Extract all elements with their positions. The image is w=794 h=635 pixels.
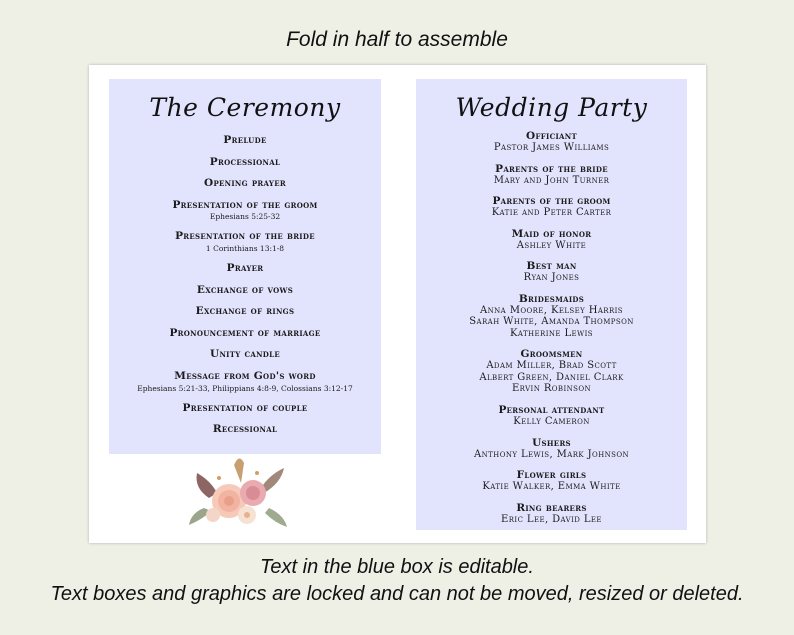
party-role-title: Flower girls	[516, 469, 587, 482]
party-role[interactable]	[416, 130, 687, 154]
party-member-names: Katie Walker, Emma White	[482, 481, 621, 493]
party-member-names: Katherine Lewis	[510, 327, 593, 339]
ceremony-item[interactable]	[109, 348, 381, 361]
ceremony-item[interactable]	[109, 134, 381, 147]
ceremony-item-label: Presentation of the groom	[172, 198, 318, 211]
party-member-names: Kelly Cameron	[513, 416, 590, 427]
ceremony-item-label: Opening prayer	[204, 177, 286, 190]
ceremony-item[interactable]	[109, 327, 381, 340]
party-role[interactable]	[416, 502, 687, 526]
party-role-title: Ring bearers	[516, 501, 587, 514]
ceremony-item[interactable]	[109, 370, 381, 393]
ceremony-item[interactable]	[109, 262, 381, 275]
party-member-names: Mary and John Turner	[493, 174, 610, 186]
ceremony-item[interactable]	[109, 305, 381, 318]
ceremony-list	[109, 134, 381, 436]
ceremony-panel[interactable]	[109, 79, 381, 454]
party-role-title: Groomsmen	[520, 348, 583, 361]
party-role-title: Parents of the groom	[492, 195, 611, 208]
party-role[interactable]	[416, 437, 687, 461]
ceremony-item-label: Presentation of the bride	[175, 230, 315, 243]
party-role[interactable]	[416, 348, 687, 395]
party-member-names: Anthony Lewis, Mark Johnson	[473, 448, 630, 460]
party-member-names: Katie and Peter Carter	[491, 207, 612, 219]
ceremony-item-label: Processional	[209, 155, 281, 168]
ceremony-item[interactable]	[109, 199, 381, 222]
ceremony-item-scripture: Ephesians 5:25-32	[209, 212, 281, 222]
ceremony-item-label: Unity candle	[209, 348, 281, 361]
party-member-names: Ervin Robinson	[511, 383, 591, 395]
party-role[interactable]	[416, 404, 687, 428]
party-role[interactable]	[416, 293, 687, 340]
party-member-names: Ashley White	[516, 239, 587, 251]
fold-instruction: Fold in half to assemble	[286, 28, 508, 51]
ceremony-item-scripture: 1 Corinthians 13:1-8	[205, 243, 285, 253]
ceremony-item-label: Exchange of rings	[195, 305, 295, 318]
party-member-names: Albert Green, Daniel Clark	[479, 371, 624, 383]
wedding-party-panel[interactable]	[416, 79, 687, 530]
ceremony-item-label: Prelude	[223, 134, 267, 146]
ceremony-item-label: Recessional	[212, 423, 278, 436]
party-role-title: Ushers	[532, 436, 571, 449]
party-role-title: Best man	[526, 260, 577, 273]
ceremony-item[interactable]	[109, 284, 381, 297]
party-role[interactable]	[416, 163, 687, 187]
floral-bouquet-image	[189, 453, 289, 531]
ceremony-item-scripture: Ephesians 5:21-33, Philippians 4:8-9, Colossians 3:12-17	[137, 383, 353, 393]
ceremony-title[interactable]: The Ceremony	[149, 93, 341, 122]
party-member-names: Sarah White, Amanda Thompson	[469, 316, 634, 328]
editable-note: Text in the blue box is editable.	[260, 556, 534, 578]
ceremony-item[interactable]	[109, 402, 381, 415]
party-role[interactable]	[416, 195, 687, 219]
party-member-names: Ryan Jones	[523, 272, 580, 284]
ceremony-item[interactable]	[109, 423, 381, 436]
party-member-names: Eric Lee, David Lee	[501, 513, 602, 525]
party-member-names: Anna Moore, Kelsey Harris	[480, 304, 623, 316]
wedding-party-title[interactable]: Wedding Party	[455, 93, 648, 122]
locked-note: Text boxes and graphics are locked and can not be moved, resized or deleted.	[50, 583, 744, 605]
party-role[interactable]	[416, 469, 687, 493]
party-role-title: Maid of honor	[511, 227, 592, 240]
party-role-title: Bridesmaids	[518, 292, 585, 305]
wedding-party-list	[416, 130, 687, 525]
party-role[interactable]	[416, 228, 687, 252]
ceremony-item[interactable]	[109, 177, 381, 190]
ceremony-item-label: Exchange of vows	[196, 283, 294, 296]
program-sheet	[89, 65, 706, 543]
ceremony-item[interactable]	[109, 230, 381, 253]
ceremony-item-label: Pronouncement of marriage	[169, 326, 321, 339]
ceremony-item-label: Message from God's word	[174, 369, 316, 382]
ceremony-item[interactable]	[109, 156, 381, 169]
party-member-names: Adam Miller, Brad Scott	[486, 360, 617, 372]
party-role[interactable]	[416, 260, 687, 284]
ceremony-item-label: Prayer	[226, 261, 264, 274]
party-role-title: Officiant	[526, 130, 577, 142]
party-member-names: Pastor James Williams	[493, 142, 610, 154]
party-role-title: Personal attendant	[498, 403, 605, 416]
party-role-title: Parents of the bride	[495, 162, 608, 175]
ceremony-item-label: Presentation of couple	[182, 401, 308, 414]
